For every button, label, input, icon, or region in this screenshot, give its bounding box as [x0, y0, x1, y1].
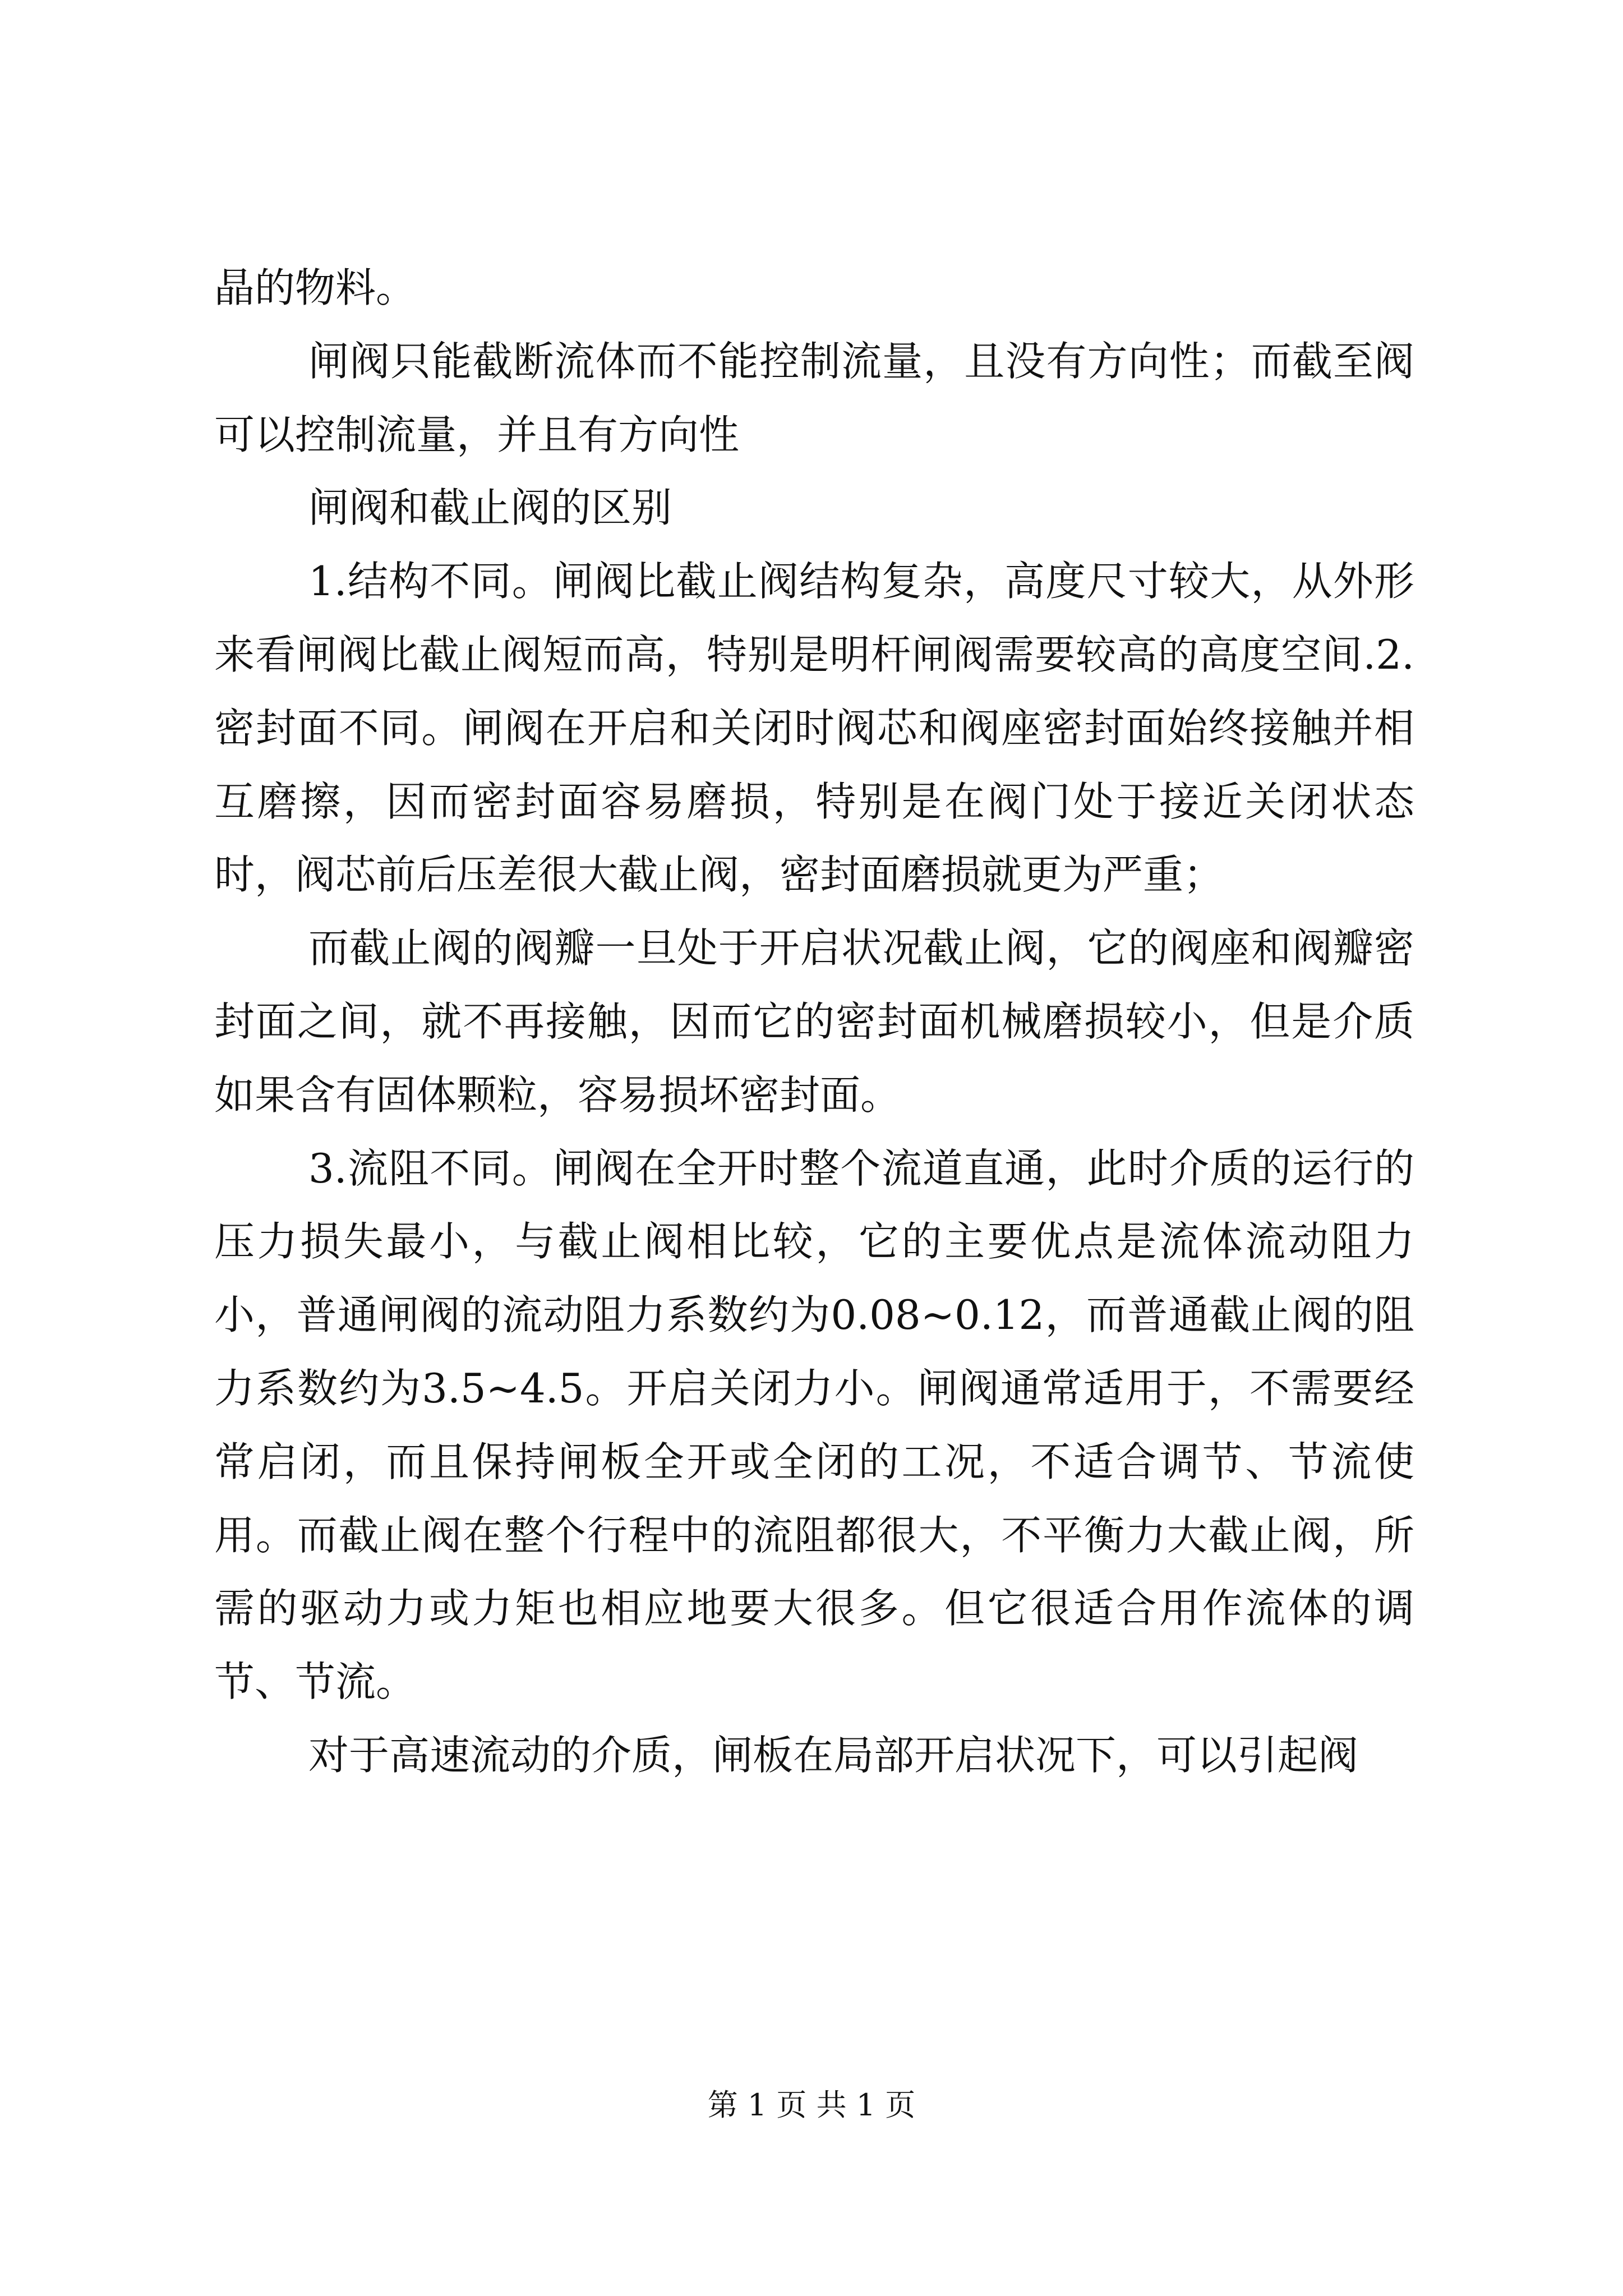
document-body: [214, 251, 1414, 1792]
page-footer: 第 1 页 共 1 页: [707, 2087, 916, 2123]
paragraph-globe-valve-disc: 而截止阀的阀瓣一旦处于开启状况截止阀，它的阀座和阀瓣密封面之间，就不再接触，因而它的密封面机械磨损较小，但是介质如果含有固体颗粒，容易损坏密封面。: [214, 924, 1414, 1119]
paragraph-high-speed-media: 对于高速流动的介质，闸板在局部开启状况下，可以引起阀: [308, 1731, 1359, 1779]
paragraph-gate-vs-globe-summary: 闸阀只能截断流体而不能控制流量，且没有方向性；而截至阀可以控制流量，并且有方向性: [214, 337, 1414, 458]
paragraph-structure-and-sealing: 1.结构不同。闸阀比截止阀结构复杂，高度尺寸较大，从外形来看闸阀比截止阀短而高，特别是明杆闸阀需要较高的高度空间.2.密封面不同。闸阀在开启和关闭时阀芯和阀座密封面始终接触并相互磨擦，因而密封面容易磨损，特别是在阀门处于接近关闭状态时，阀芯前后压差很大截止阀，密封面磨损就更为严重；: [214, 558, 1414, 899]
paragraph-flow-resistance: 3.流阻不同。闸阀在全开时整个流道直通，此时介质的运行的压力损失最小，与截止阀相比较，它的主要优点是流体流动阻力小，普通闸阀的流动阻力系数约为0.08~0.12，而普通截止阀的阻力系数约为3.5~4.5。开启关闭力小。闸阀通常适用于，不需要经常启闭，而且保持闸板全开或全闭的工况，不适合调节、节流使用。而截止阀在整个行程中的流阻都很大，不平衡力大截止阀，所需的驱动力或力矩也相应地要大很多。但它很适合用作流体的调节、节流。: [214, 1144, 1414, 1706]
paragraph-continuation: 晶的物料。: [214, 264, 417, 311]
section-heading-differences: 闸阀和截止阀的区别: [308, 484, 672, 532]
